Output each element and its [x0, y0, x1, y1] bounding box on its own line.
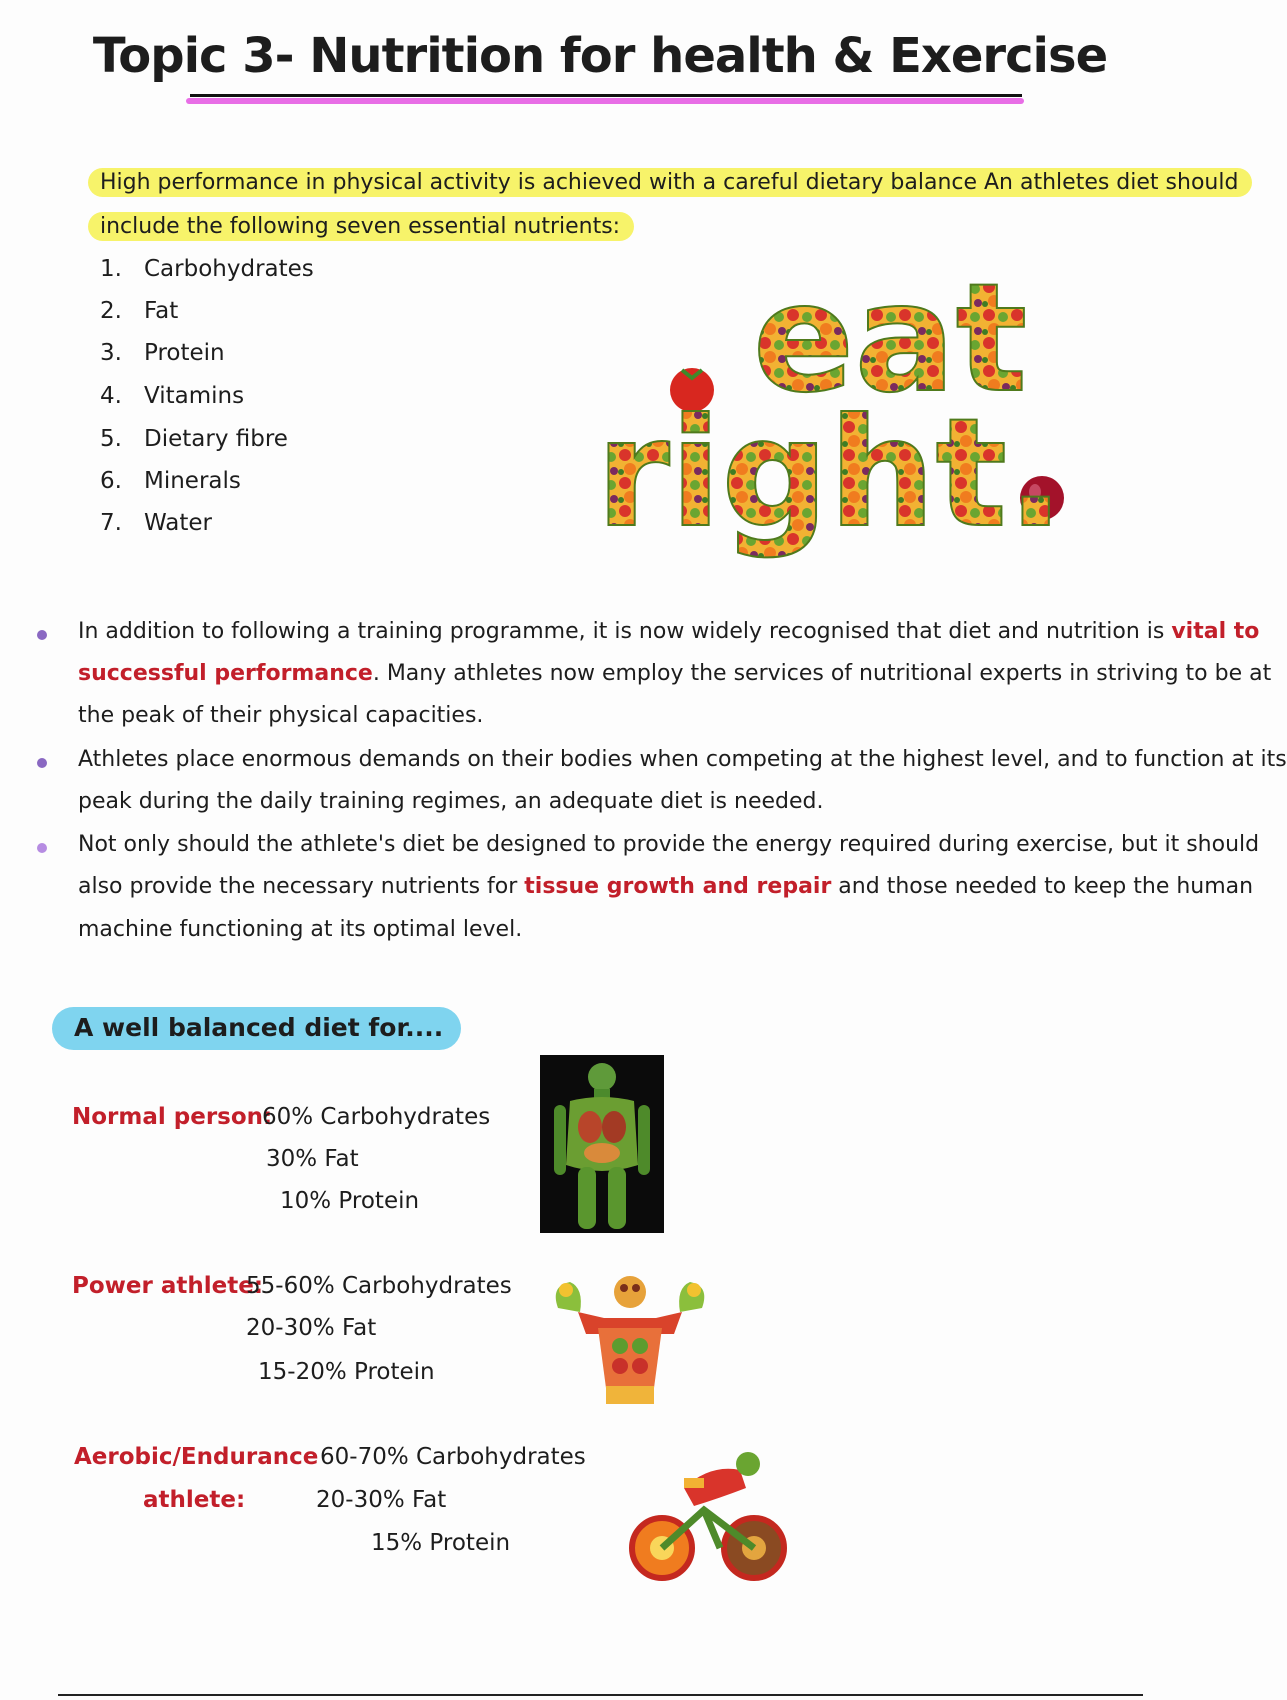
aerobic-fat: 20-30% Fat	[316, 1487, 447, 1513]
bullet-text: the peak of their physical capacities.	[78, 703, 484, 728]
emphasis-text: tissue growth and repair	[524, 874, 832, 899]
list-number: 3.	[100, 340, 122, 366]
page-title: Topic 3- Nutrition for health & Exercise	[92, 28, 1108, 84]
human-body-food-image	[540, 1055, 664, 1233]
normal-carbs: 60% Carbohydrates	[262, 1104, 491, 1130]
aerobic-carbs: 60-70% Carbohydrates	[320, 1444, 586, 1470]
list-item	[100, 426, 288, 456]
bullet-text: In addition to following a training programme, it is now widely recognised that diet and nutrition is	[78, 619, 1172, 644]
list-label: Water	[144, 510, 212, 536]
title-highlight	[186, 98, 1024, 104]
list-label: Dietary fibre	[144, 426, 288, 452]
bullet-text: Athletes place enormous demands on their bodies when competing at the highest level, and to function at its	[78, 747, 1287, 772]
intro-text-2: include the following seven essential nutrients:	[88, 212, 634, 241]
list-number: 1.	[100, 256, 122, 282]
bullet-text: Not only should the athlete's diet be designed to provide the energy required during exercise, but it should	[78, 832, 1260, 857]
bullet-2-line-1	[78, 745, 1287, 775]
normal-protein: 10% Protein	[280, 1188, 420, 1214]
bullet-text: also provide the necessary nutrients for	[78, 874, 525, 899]
normal-fat: 30% Fat	[266, 1146, 359, 1172]
list-number: 2.	[100, 298, 122, 324]
bullet-text: . Many athletes now employ the services of nutritional experts in striving to be at	[372, 661, 1272, 686]
emphasis-text: vital to	[1171, 619, 1260, 644]
aerobic-protein: 15% Protein	[371, 1530, 511, 1556]
intro-line-1	[88, 168, 1252, 198]
bullet-text: peak during the daily training regimes, an adequate diet is needed.	[78, 789, 824, 814]
cyclist-food-image	[624, 1448, 792, 1586]
list-item	[100, 510, 212, 540]
emphasis-text: successful performance	[78, 661, 373, 686]
list-item	[100, 383, 244, 413]
bullet-3-line-1	[78, 830, 1259, 860]
list-number: 4.	[100, 383, 122, 409]
normal-person-label: Normal person:	[72, 1104, 273, 1130]
power-carbs: 55-60% Carbohydrates	[246, 1273, 512, 1299]
list-item	[100, 340, 225, 370]
power-fat: 20-30% Fat	[246, 1315, 377, 1341]
title-underline	[190, 94, 1022, 97]
bullet-1-line-2	[78, 659, 1271, 689]
list-number: 7.	[100, 510, 122, 536]
bullet-icon	[37, 630, 47, 640]
bullet-2-line-2	[78, 787, 824, 817]
bullet-text: and those needed to keep the human	[831, 874, 1254, 899]
intro-line-2	[88, 212, 634, 242]
list-label: Protein	[144, 340, 225, 366]
bullet-icon	[37, 758, 47, 768]
bullet-1-line-3	[78, 701, 483, 731]
aerobic-athlete-label-1: Aerobic/Endurance	[74, 1444, 319, 1470]
list-item	[100, 256, 314, 286]
list-item	[100, 468, 241, 498]
bullet-3-line-2	[78, 872, 1253, 902]
list-number: 5.	[100, 426, 122, 452]
list-number: 6.	[100, 468, 122, 494]
eat-right-image	[590, 252, 1070, 580]
aerobic-athlete-label-2: athlete:	[143, 1487, 246, 1513]
bullet-3-line-3	[78, 915, 522, 945]
right-art-text: right.	[595, 387, 1065, 561]
list-label: Vitamins	[144, 383, 245, 409]
list-label: Minerals	[144, 468, 241, 494]
bullet-text: machine functioning at its optimal level.	[78, 917, 523, 942]
list-label: Fat	[144, 298, 179, 324]
power-protein: 15-20% Protein	[258, 1359, 435, 1385]
muscle-man-food-image	[544, 1268, 716, 1406]
power-athlete-label: Power athlete:	[72, 1273, 264, 1299]
intro-text-1: High performance in physical activity is achieved with a careful dietary balance An athletes diet should	[88, 168, 1252, 197]
page-divider	[58, 1694, 1143, 1696]
eat-art-text: eat	[752, 252, 1028, 426]
bullet-icon	[37, 843, 47, 853]
section-heading: A well balanced diet for....	[52, 1007, 461, 1050]
bullet-1-line-1	[78, 617, 1259, 647]
list-item	[100, 298, 178, 328]
list-label: Carbohydrates	[144, 256, 314, 282]
